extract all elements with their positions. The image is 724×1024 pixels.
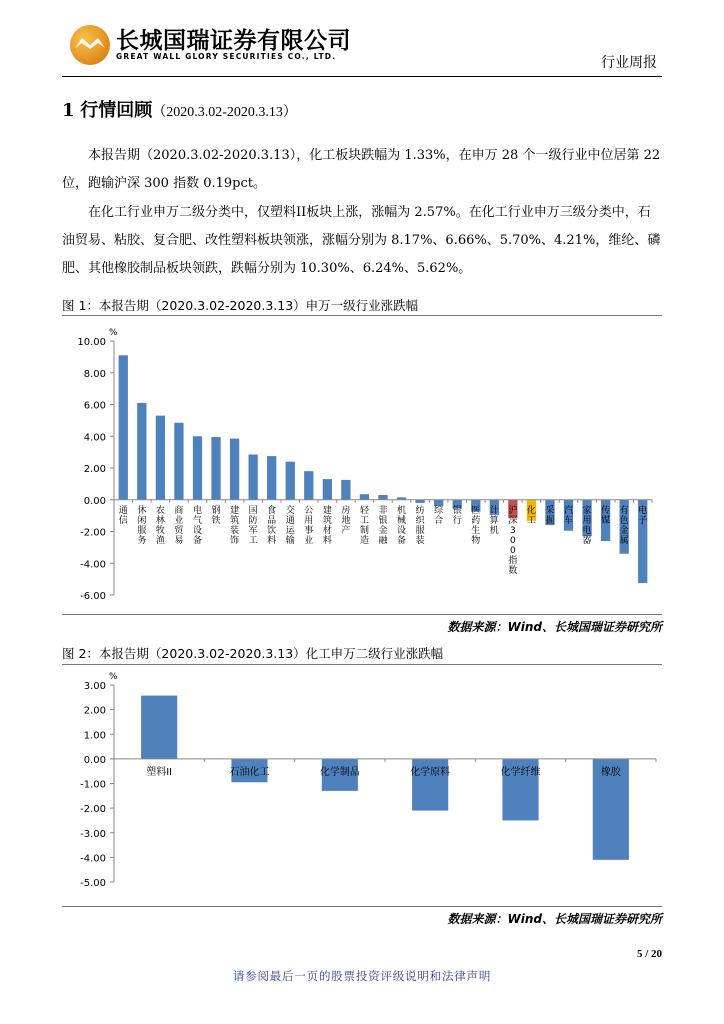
category-label-电气设备: 电气设备 <box>192 505 202 546</box>
category-label-家用电器: 家用电器 <box>582 505 592 546</box>
category-label-银行: 银行 <box>452 505 462 526</box>
section-period: （2020.3.02-2020.3.13） <box>152 105 297 120</box>
y-tick-label: 3.00 <box>83 681 106 692</box>
section-title <box>62 96 297 122</box>
y-tick-label: -3.00 <box>80 828 106 840</box>
category-label-医药生物: 医药生物 <box>471 505 481 546</box>
figure-1-source: 数据来源：Wind、长城国瑞证券研究所 <box>447 620 662 634</box>
bar-公用事业 <box>304 471 313 500</box>
category-label-公用事业: 公用事业 <box>304 505 314 546</box>
category-label-食品饮料: 食品饮料 <box>267 505 277 546</box>
y-tick-label: -2.00 <box>80 804 106 816</box>
document-type: 行业周报 <box>601 55 657 71</box>
bar-休闲服务 <box>137 403 146 500</box>
bar-国防军工 <box>249 455 258 500</box>
bar-食品饮料 <box>267 456 276 500</box>
company-name-cn: 长城国瑞证券有限公司 <box>116 28 351 54</box>
category-label-非银金融: 非银金融 <box>378 505 388 546</box>
y-tick-label: 4.00 <box>83 432 106 444</box>
category-label-综合: 综合 <box>434 505 444 526</box>
section-number: 1 <box>62 100 75 121</box>
figure-1-title: 图 1：本报告期（2020.3.02-2020.3.13）申万一级行业涨跌幅 <box>62 298 419 313</box>
category-label-化学原料: 化学原料 <box>410 766 451 778</box>
category-label-建筑装饰: 建筑装饰 <box>230 505 240 546</box>
y-tick-label: 2.00 <box>83 464 106 475</box>
category-label-钢铁: 钢铁 <box>211 505 221 526</box>
y-tick-label: 6.00 <box>83 400 106 412</box>
figure-1-chart <box>62 318 662 614</box>
logo-wing-icon <box>74 36 106 50</box>
category-label-化学纤维: 化学纤维 <box>500 766 541 778</box>
paragraph-summary: 本报告期（2020.3.02-2020.3.13），化工板块跌幅为 1.33%，在申万 28 个一级行业中位居第 22 位，跑输沪深 300 指数 0.19pct。 <box>62 148 661 191</box>
figure-1-bottom-rule <box>62 614 662 615</box>
bar-通信 <box>119 355 128 499</box>
bar-交通运输 <box>286 462 295 500</box>
y-tick-label: -4.00 <box>80 853 106 865</box>
category-label-有色金属: 有色金属 <box>619 505 629 546</box>
category-label-纺织服装: 纺织服装 <box>415 505 425 546</box>
y-tick-label: -6.00 <box>80 591 106 602</box>
bar-轻工制造 <box>360 494 369 500</box>
bar-房地产 <box>341 480 350 500</box>
category-label-采掘: 采掘 <box>545 505 555 526</box>
category-label-房地产: 房地产 <box>341 505 351 536</box>
category-label-交通运输: 交通运输 <box>285 505 295 546</box>
figure-2-title: 图 2：本报告期（2020.3.02-2020.3.13）化工申万二级行业涨跌幅 <box>62 646 444 661</box>
company-name-en: GREAT WALL GLORY SECURITIES CO., LTD. <box>116 52 337 61</box>
figure-2-source: 数据来源：Wind、长城国瑞证券研究所 <box>447 912 662 926</box>
y-tick-label: 1.00 <box>83 730 106 742</box>
category-label-化工: 化工 <box>526 505 536 526</box>
y-axis-unit-label: % <box>109 672 118 682</box>
y-tick-label: 0.00 <box>83 495 106 507</box>
bar-建筑装饰 <box>230 439 239 500</box>
y-tick-label: 8.00 <box>83 368 106 380</box>
category-label-机械设备: 机械设备 <box>397 505 407 546</box>
y-tick-label: 2.00 <box>83 705 106 717</box>
figure-2-top-rule <box>62 664 662 665</box>
category-label-商业贸易: 商业贸易 <box>174 505 184 546</box>
category-label-橡胶: 橡胶 <box>600 766 621 778</box>
y-tick-label: 0.00 <box>83 754 106 766</box>
category-label-国防军工: 国防军工 <box>248 505 258 546</box>
bar-建筑材料 <box>323 479 332 500</box>
category-label-化学制品: 化学制品 <box>319 766 360 778</box>
bar-农林牧渔 <box>156 416 165 500</box>
category-label-计算机: 计算机 <box>489 505 499 536</box>
y-axis-unit-label: % <box>109 328 118 338</box>
category-label-建筑材料: 建筑材料 <box>322 505 332 546</box>
category-label-沪深300指数: 沪深 3 0 0 指数 <box>508 505 518 576</box>
category-label-休闲服务: 休闲服务 <box>137 505 147 546</box>
page-number: 5 / 20 <box>636 948 662 960</box>
paragraph-subsector: 在化工行业申万二级分类中，仅塑料II板块上涨，涨幅为 2.57%。在化工行业申万三级分类中，石油贸易、粘胶、复合肥、改性塑料板块领涨，涨幅分别为 8.17%、6.66%、5.70%、4.21%，维纶、磷肥、其他橡胶制品板块领跌，跌幅分别为 10.30%、6.24%、5.62%。 <box>62 205 661 276</box>
category-label-电子: 电子 <box>638 505 648 526</box>
figure-2-bottom-rule <box>62 906 662 907</box>
y-tick-label: -2.00 <box>80 527 106 539</box>
bar-电气设备 <box>193 436 202 500</box>
y-tick-label: -5.00 <box>80 878 106 889</box>
y-tick-label: -4.00 <box>80 559 106 571</box>
figure-1-top-rule <box>62 315 662 316</box>
category-label-传媒: 传媒 <box>601 505 611 526</box>
section-heading: 行情回顾 <box>80 100 153 121</box>
header-divider <box>62 76 662 77</box>
y-tick-label: 10.00 <box>77 337 106 348</box>
category-label-通信: 通信 <box>118 505 128 526</box>
category-label-塑料II: 塑料II <box>146 766 173 778</box>
category-label-农林牧渔: 农林牧渔 <box>155 505 165 546</box>
y-tick-label: -1.00 <box>80 779 106 791</box>
bar-商业贸易 <box>174 423 183 500</box>
bar-塑料II <box>141 696 177 759</box>
bar-钢铁 <box>211 437 220 500</box>
figure-2-chart <box>62 667 662 904</box>
footer-disclaimer: 请参阅最后一页的股票投资评级说明和法律声明 <box>232 969 492 983</box>
category-label-汽车: 汽车 <box>564 505 574 526</box>
category-label-石油化工: 石油化工 <box>229 766 270 778</box>
category-label-轻工制造: 轻工制造 <box>359 505 369 546</box>
bar-非银金融 <box>378 495 387 500</box>
